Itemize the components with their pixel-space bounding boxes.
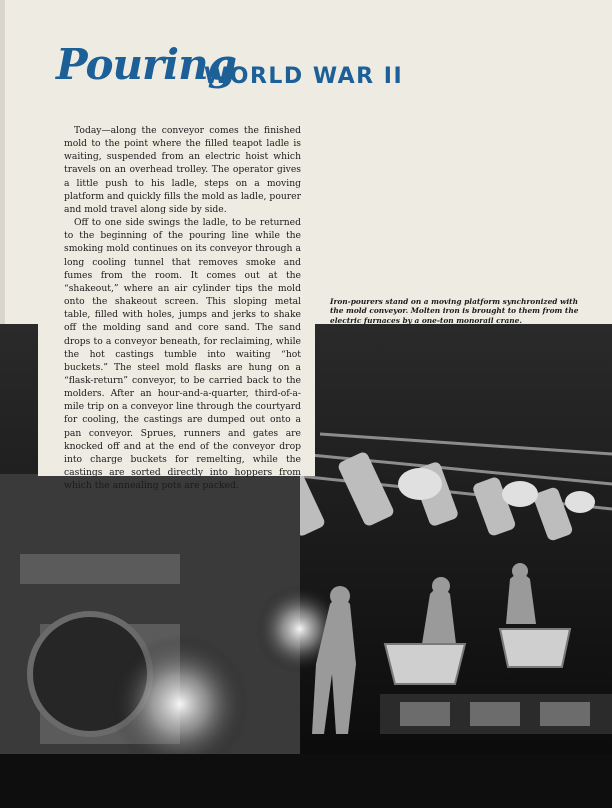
title-script-word: Pouring — [56, 40, 236, 89]
title-caps: WORLD WAR II — [204, 64, 404, 89]
photo-caption: Iron-pourers stand on a moving platform synchronized with the mold conveyor. Molten iron is brought to them from the electric furnaces by a one-ton monorail crane. — [330, 297, 579, 325]
article-body — [64, 124, 301, 492]
article-paragraph-1: Today—along the conveyor comes the finished mold to the point where the filled teapot ladle is waiting, suspended from an electric hoist which travels on an overhead trolley. The operator gives a little push to his ladle, steps on a moving platform and quickly fills the mold as ladle, pourer and mold travel along side by side. — [64, 125, 301, 215]
article-paragraph-2: Off to one side swings the ladle, to be returned to the beginning of the pouring line while the smoking mold continues on its conveyor through a long cooling tunnel that removes smoke and fumes from the room. It comes out at the “shakeout,” where an air cylinder tips the mold onto the shakeout screen. This sloping metal table, filled with holes, jumps and jerks to shake off the molding sand and core sand. The sand drops to a conveyor beneath, for reclaiming, while the hot castings tumble into waiting “hot buckets.” The steel mold flasks are hung on a “flask-return” conveyor, to be carried back to the molders. After an hour-and-a-quarter, third-of-a-mile trip on a conveyor line through the courtyard for cooling, the castings are dumped out onto a pan conveyor. Sprues, runners and gates are knocked off and at the end of the conveyor drop into charge buckets for remelting, while the castings are sorted directly into hoppers from which the annealing pots are packed. — [64, 217, 301, 492]
